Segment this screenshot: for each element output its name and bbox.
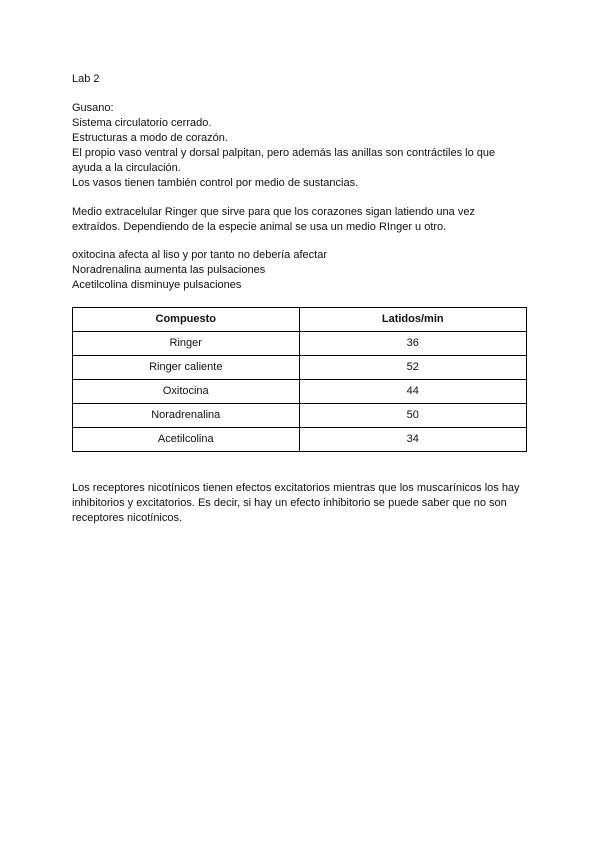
- table-row: [73, 404, 527, 428]
- table-cell-compuesto: Acetilcolina: [73, 428, 300, 452]
- table-header-row: [73, 308, 527, 332]
- table-cell-latidos: 52: [299, 356, 527, 380]
- table-cell-compuesto: Ringer caliente: [73, 356, 300, 380]
- substance-line: Acetilcolina disminuye pulsaciones: [72, 279, 242, 291]
- table-cell-latidos: 44: [299, 380, 527, 404]
- table-row: [73, 380, 527, 404]
- table-row: [73, 332, 527, 356]
- note-line: Sistema circulatorio cerrado.: [72, 117, 212, 129]
- table-header-compuesto: Compuesto: [73, 308, 300, 332]
- substance-line: oxitocina afecta al liso y por tanto no debería afectar: [72, 249, 327, 261]
- table-cell-latidos: 36: [299, 332, 527, 356]
- heart-rate-table: [72, 307, 527, 452]
- note-line: ayuda a la circulación.: [72, 162, 181, 174]
- ringer-paragraph-line: extraídos. Dependiendo de la especie animal se usa un medio RInger u otro.: [72, 221, 447, 233]
- note-line: Los vasos tienen también control por medio de sustancias.: [72, 177, 359, 189]
- table-header-latidos: Latidos/min: [299, 308, 527, 332]
- table-row: [73, 356, 527, 380]
- table-row: [73, 428, 527, 452]
- note-line: Estructuras a modo de corazón.: [72, 132, 228, 144]
- table-cell-compuesto: Ringer: [73, 332, 300, 356]
- table-cell-compuesto: Oxitocina: [73, 380, 300, 404]
- section-heading: Gusano:: [72, 102, 114, 114]
- conclusion-line: Los receptores nicotínicos tienen efectos excitatorios mientras que los muscarínicos los hay: [72, 482, 520, 494]
- document-title: Lab 2: [72, 73, 100, 85]
- table-cell-latidos: 34: [299, 428, 527, 452]
- substance-line: Noradrenalina aumenta las pulsaciones: [72, 264, 266, 276]
- conclusion-line: receptores nicotínicos.: [72, 512, 183, 524]
- table-cell-compuesto: Noradrenalina: [73, 404, 300, 428]
- conclusion-line: inhibitorios y excitatorios. Es decir, si hay un efecto inhibitorio se puede saber que no son: [72, 497, 507, 509]
- note-line: El propio vaso ventral y dorsal palpitan, pero además las anillas son contráctiles lo que: [72, 147, 496, 159]
- table-cell-latidos: 50: [299, 404, 527, 428]
- ringer-paragraph-line: Medio extracelular Ringer que sirve para que los corazones sigan latiendo una vez: [72, 206, 475, 218]
